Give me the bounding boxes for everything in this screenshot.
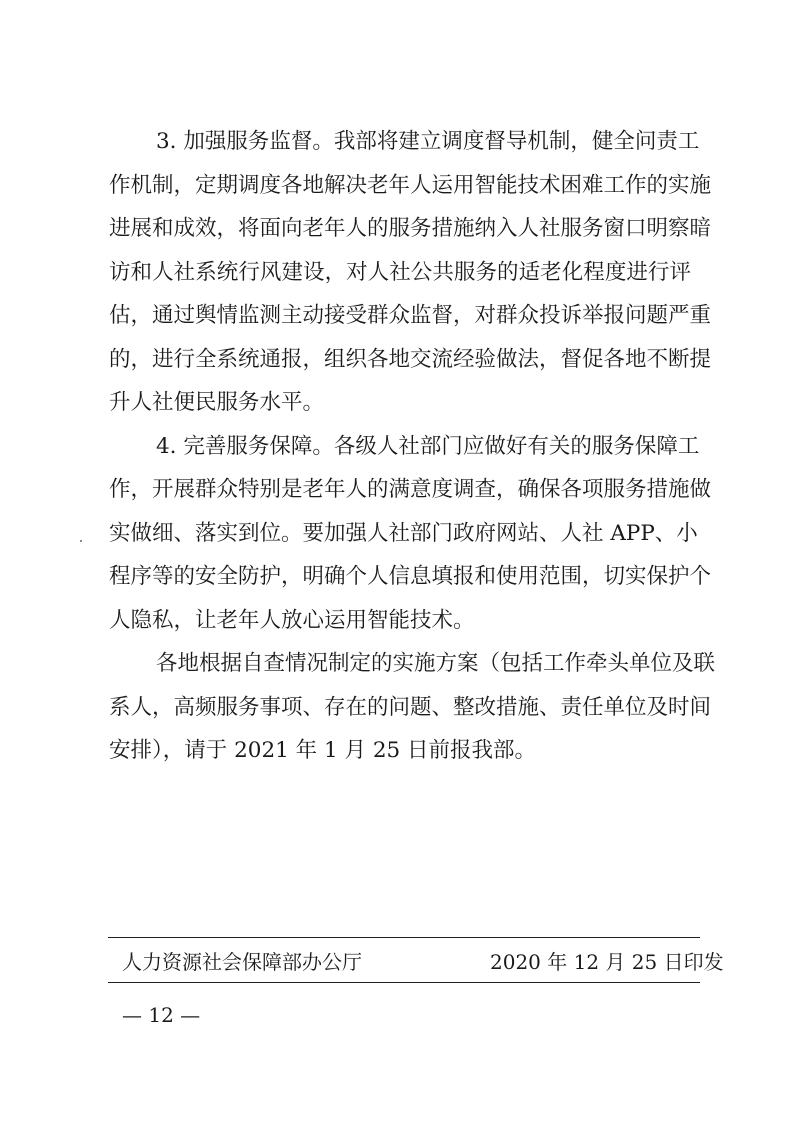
issue-date: 2020 年 12 月 25 日印发 xyxy=(490,950,724,974)
footer-top-rule xyxy=(108,937,700,938)
text-line: 的，进行全系统通报，组织各地交流经验做法，督促各地不断提 xyxy=(109,347,712,372)
page-number: — 12 — xyxy=(122,1003,201,1027)
text-line: 3. 加强服务监督。我部将建立调度督导机制，健全问责工 xyxy=(156,129,700,154)
text-line: 4. 完善服务保障。各级人社部门应做好有关的服务保障工 xyxy=(156,434,700,459)
text-line: 升人社便民服务水平。 xyxy=(109,390,325,415)
text-line: 作机制，定期调度各地解决老年人运用智能技术困难工作的实施 xyxy=(109,173,712,198)
footer-bottom-rule xyxy=(108,982,700,983)
text-line: 估，通过舆情监测主动接受群众监督，对群众投诉举报问题严重 xyxy=(109,303,712,328)
text-line: 各地根据自查情况制定的实施方案（包括工作牵头单位及联 xyxy=(156,651,716,676)
scan-speck xyxy=(80,540,82,542)
text-line: 安排），请于 2021 年 1 月 25 日前报我部。 xyxy=(109,738,537,763)
text-line: 程序等的安全防护，明确个人信息填报和使用范围，切实保护个 xyxy=(109,564,712,589)
text-line: 实做细、落实到位。要加强人社部门政府网站、人社 APP、小 xyxy=(109,521,698,546)
text-line: 系人，高频服务事项、存在的问题、整改措施、责任单位及时间 xyxy=(109,695,712,720)
text-line: 人隐私，让老年人放心运用智能技术。 xyxy=(109,608,475,633)
text-line: 进展和成效，将面向老年人的服务措施纳入人社服务窗口明察暗 xyxy=(109,216,712,241)
text-line: 访和人社系统行风建设，对人社公共服务的适老化程度进行评 xyxy=(109,260,691,285)
text-line: 作，开展群众特别是老年人的满意度调查，确保各项服务措施做 xyxy=(109,477,712,502)
issuing-office: 人力资源社会保障部办公厅 xyxy=(122,950,362,974)
